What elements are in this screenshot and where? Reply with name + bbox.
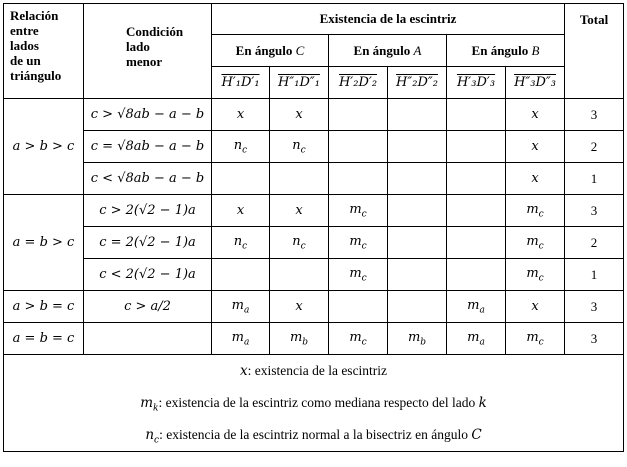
segment-header: H′₂D′₂ xyxy=(329,67,388,99)
existence-value: $n_c$ xyxy=(233,137,248,156)
existence-value: $m_a$ xyxy=(467,329,485,348)
condition-cell: c = √8ab − a − b xyxy=(84,131,212,163)
segment-header: H″₁D″₁ xyxy=(270,67,329,99)
escintriz-table-figure xyxy=(3,3,623,463)
existence-cell xyxy=(212,99,270,131)
existence-cell xyxy=(447,163,506,195)
existence-cell xyxy=(388,259,447,291)
table-row xyxy=(4,163,624,195)
existence-value: $m_b$ xyxy=(407,329,427,348)
existence-cell xyxy=(212,227,270,259)
existence-cell xyxy=(447,227,506,259)
existence-cell xyxy=(506,99,565,131)
existence-value: $m_c$ xyxy=(526,265,544,284)
condition-cell: c > a/2 xyxy=(84,291,212,323)
existence-cell xyxy=(329,131,388,163)
existence-value: $m_c$ xyxy=(526,329,544,348)
total-cell: 3 xyxy=(565,291,624,323)
existence-cell xyxy=(212,131,270,163)
existence-value: x xyxy=(295,107,303,122)
existence-value: x xyxy=(236,203,245,218)
angle-b-header: En ángulo B xyxy=(447,35,565,67)
existence-cell xyxy=(329,163,388,195)
relation-cell: a = b > c xyxy=(4,195,84,291)
relation-cell: a > b = c xyxy=(4,291,84,323)
existence-cell xyxy=(447,99,506,131)
existence-value: $n_c$ xyxy=(292,137,306,156)
existence-cell xyxy=(388,99,447,131)
existence-value: $m_a$ xyxy=(467,297,485,316)
existence-cell xyxy=(270,291,329,323)
existence-cell xyxy=(388,163,447,195)
total-cell: 2 xyxy=(565,131,624,163)
existence-cell xyxy=(270,195,329,227)
existence-cell xyxy=(506,195,565,227)
existence-cell xyxy=(212,259,270,291)
legend xyxy=(4,355,624,452)
existence-cell xyxy=(329,259,388,291)
condition-cell: c < 2(√2 − 1)a xyxy=(84,259,212,291)
existence-cell xyxy=(212,291,270,323)
existence-cell xyxy=(388,291,447,323)
condition-cell: c < √8ab − a − b xyxy=(84,163,212,195)
existence-cell xyxy=(506,131,565,163)
existence-value: $m_c$ xyxy=(526,233,544,252)
relation-header: Relación entre lados de un triángulo xyxy=(4,4,84,99)
existence-cell xyxy=(270,99,329,131)
existence-cell xyxy=(388,131,447,163)
existence-cell xyxy=(212,323,270,355)
total-cell: 1 xyxy=(565,259,624,291)
existence-cell xyxy=(329,291,388,323)
table-row xyxy=(4,227,624,259)
existence-value: x xyxy=(531,299,539,314)
total-cell: 2 xyxy=(565,227,624,259)
existence-value: $n_c$ xyxy=(233,233,248,252)
existence-value: x xyxy=(531,139,539,154)
segment-header: H″₂D″₂ xyxy=(388,67,447,99)
existence-value: x xyxy=(531,107,539,122)
existence-cell xyxy=(506,163,565,195)
existence-cell xyxy=(329,195,388,227)
existence-cell xyxy=(329,323,388,355)
existence-cell xyxy=(447,259,506,291)
total-header: Total xyxy=(565,4,624,99)
existence-cell xyxy=(270,323,329,355)
segment-header: H′₁D′₁ xyxy=(212,67,270,99)
existence-cell xyxy=(388,195,447,227)
existence-cell xyxy=(506,259,565,291)
existence-cell xyxy=(329,99,388,131)
existence-cell xyxy=(506,323,565,355)
condition-cell: c = 2(√2 − 1)a xyxy=(84,227,212,259)
existence-cell xyxy=(329,227,388,259)
condition-header: Condición lado menor xyxy=(84,4,212,99)
existence-value: $m_c$ xyxy=(349,201,367,220)
existence-cell xyxy=(270,163,329,195)
existence-cell xyxy=(270,259,329,291)
total-cell: 3 xyxy=(565,195,624,227)
segment-header: H′₃D′₃ xyxy=(447,67,506,99)
relation-cell: a = b = c xyxy=(4,323,84,355)
condition-cell: c > 2(√2 − 1)a xyxy=(84,195,212,227)
segment-header: H″₃D″₃ xyxy=(506,67,565,99)
existence-cell xyxy=(388,227,447,259)
legend-x: x: existencia de la escintriz xyxy=(239,363,388,379)
existence-cell xyxy=(388,323,447,355)
existence-value: $m_c$ xyxy=(349,265,367,284)
existence-cell xyxy=(270,227,329,259)
existence-cell xyxy=(270,131,329,163)
existence-cell xyxy=(506,227,565,259)
legend-n: $n_c$: existencia de la escintriz normal a la bisectriz en ángulo C xyxy=(145,427,482,446)
existence-value: x xyxy=(531,171,539,186)
existence-cell xyxy=(506,291,565,323)
table-row xyxy=(4,291,624,323)
total-cell: 3 xyxy=(565,99,624,131)
existence-header: Existencia de la escintriz xyxy=(212,4,565,35)
angle-a-header: En ángulo A xyxy=(329,35,447,67)
existence-value: $m_a$ xyxy=(231,297,250,316)
existence-cell xyxy=(447,195,506,227)
table-row xyxy=(4,99,624,131)
existence-value: x xyxy=(295,203,303,218)
table-row xyxy=(4,195,624,227)
existence-cell xyxy=(447,291,506,323)
total-cell: 3 xyxy=(565,323,624,355)
existence-cell xyxy=(447,323,506,355)
existence-value: $m_a$ xyxy=(231,329,250,348)
existence-value: $m_c$ xyxy=(349,329,367,348)
table-row xyxy=(4,323,624,355)
existence-value: $n_c$ xyxy=(292,233,306,252)
existence-value: $m_c$ xyxy=(349,233,367,252)
existence-table xyxy=(3,3,624,452)
relation-cell: a > b > c xyxy=(4,99,84,195)
existence-cell xyxy=(212,195,270,227)
existence-cell xyxy=(212,163,270,195)
existence-value: $m_c$ xyxy=(526,201,544,220)
legend-m: $m_k$: existencia de la escintriz como mediana respecto del lado k xyxy=(140,395,487,414)
condition-cell: c > √8ab − a − b xyxy=(84,99,212,131)
table-row xyxy=(4,131,624,163)
table-row xyxy=(4,259,624,291)
angle-c-header: En ángulo C xyxy=(212,35,329,67)
condition-cell xyxy=(84,323,212,355)
existence-cell xyxy=(447,131,506,163)
existence-value: x xyxy=(236,107,245,122)
total-cell: 1 xyxy=(565,163,624,195)
existence-value: $m_b$ xyxy=(289,329,309,348)
existence-value: x xyxy=(295,299,303,314)
